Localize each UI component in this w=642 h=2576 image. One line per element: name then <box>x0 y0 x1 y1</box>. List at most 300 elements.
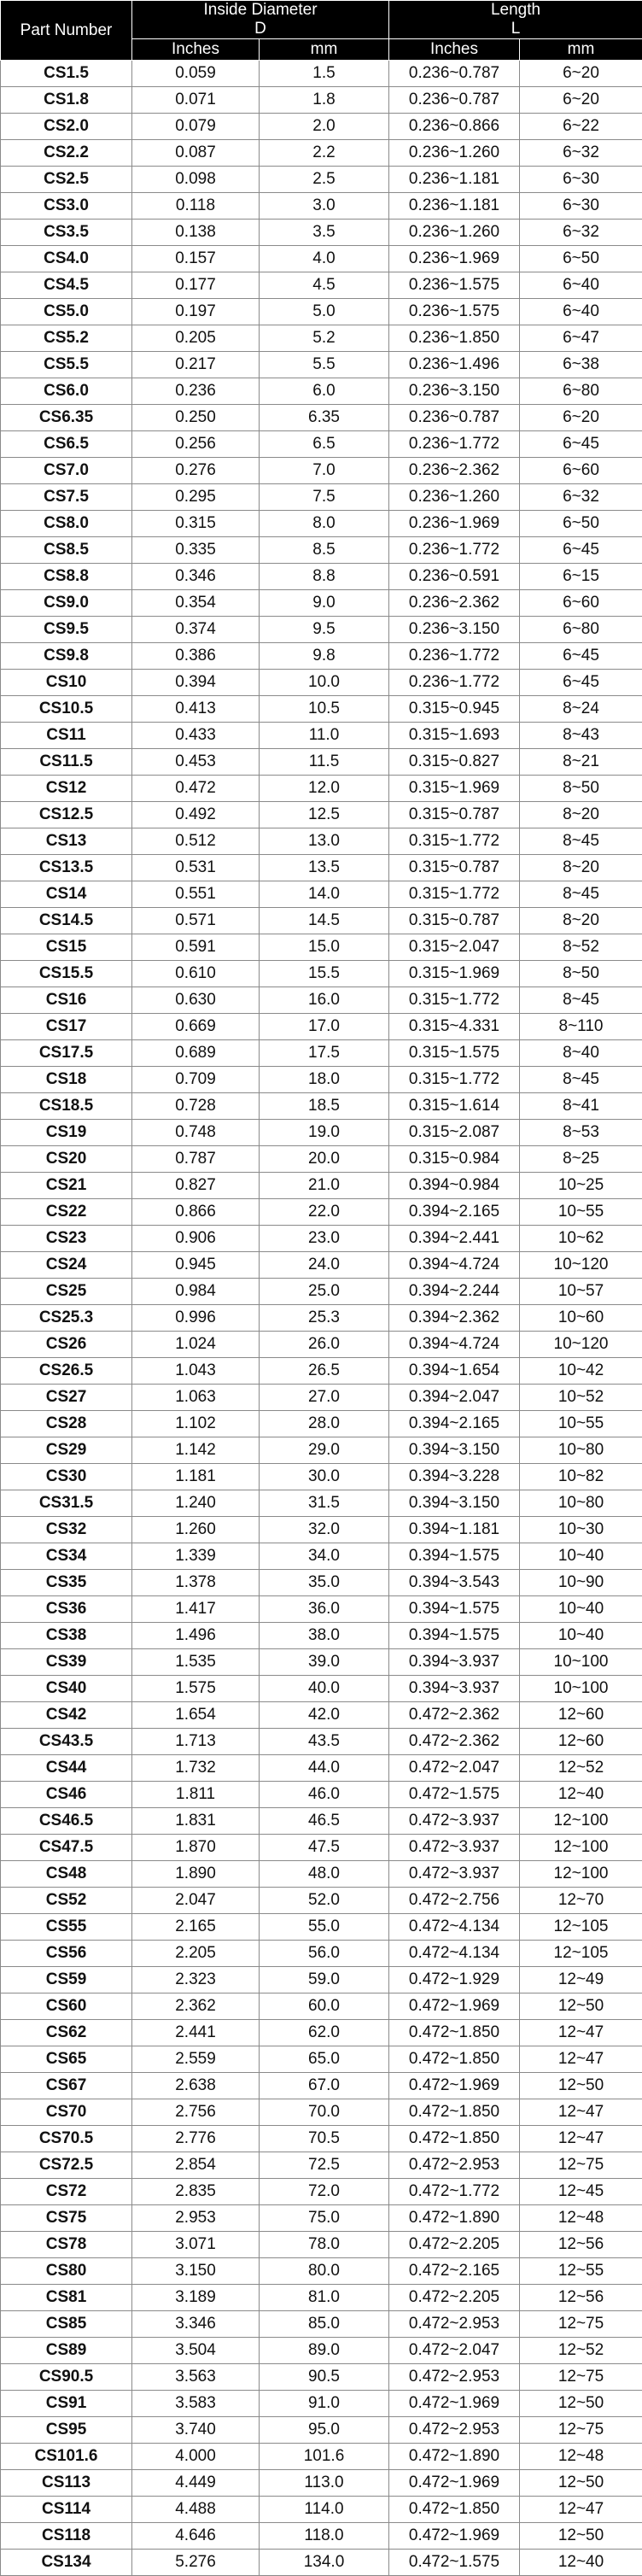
diameter-mm-cell: 2.5 <box>260 167 389 193</box>
length-inches-cell: 0.394~1.181 <box>389 1517 520 1543</box>
diameter-mm-cell: 21.0 <box>260 1173 389 1199</box>
part-number-cell: CS118 <box>1 2523 132 2550</box>
part-number-cell: CS9.5 <box>1 617 132 643</box>
diameter-inches-cell: 0.610 <box>132 961 260 987</box>
diameter-mm-cell: 43.5 <box>260 1729 389 1755</box>
table-row <box>1 1967 642 1993</box>
length-inches-cell: 0.236~1.772 <box>389 431 520 458</box>
length-inches-cell: 0.236~1.969 <box>389 246 520 272</box>
diameter-mm-cell: 72.0 <box>260 2179 389 2205</box>
length-mm-cell: 12~48 <box>520 2444 642 2470</box>
length-mm-cell: 10~55 <box>520 1411 642 1437</box>
part-number-cell: CS9.8 <box>1 643 132 670</box>
length-inches-cell: 0.472~1.575 <box>389 1782 520 1808</box>
part-number-cell: CS35 <box>1 1570 132 1596</box>
part-number-cell: CS113 <box>1 2470 132 2497</box>
length-mm-cell: 6~38 <box>520 352 642 378</box>
diameter-inches-cell: 0.945 <box>132 1252 260 1279</box>
diameter-mm-cell: 40.0 <box>260 1676 389 1702</box>
diameter-inches-cell: 0.630 <box>132 987 260 1014</box>
table-row <box>1 2550 642 2576</box>
diameter-mm-cell: 12.5 <box>260 802 389 828</box>
length-inches-cell: 0.236~3.150 <box>389 378 520 405</box>
length-mm-cell: 12~100 <box>520 1861 642 1888</box>
table-row <box>1 590 642 617</box>
part-number-cell: CS8.5 <box>1 537 132 564</box>
diameter-mm-cell: 28.0 <box>260 1411 389 1437</box>
diameter-inches-cell: 1.496 <box>132 1623 260 1649</box>
length-inches-cell: 0.315~0.787 <box>389 802 520 828</box>
table-row <box>1 1067 642 1093</box>
part-number-cell: CS10.5 <box>1 696 132 723</box>
length-mm-cell: 12~100 <box>520 1835 642 1861</box>
part-number-cell: CS3.5 <box>1 220 132 246</box>
part-number-cell: CS6.5 <box>1 431 132 458</box>
diameter-mm-cell: 29.0 <box>260 1437 389 1464</box>
diameter-inches-cell: 2.756 <box>132 2099 260 2126</box>
table-row <box>1 378 642 405</box>
part-number-cell: CS52 <box>1 1888 132 1914</box>
length-mm-cell: 12~105 <box>520 1941 642 1967</box>
length-mm-cell: 12~50 <box>520 2391 642 2417</box>
diameter-mm-cell: 78.0 <box>260 2232 389 2258</box>
length-mm-cell: 10~42 <box>520 1358 642 1385</box>
diameter-mm-cell: 9.8 <box>260 643 389 670</box>
part-number-cell: CS22 <box>1 1199 132 1226</box>
length-inches-cell: 0.394~1.575 <box>389 1596 520 1623</box>
diameter-mm-cell: 5.0 <box>260 299 389 325</box>
diameter-inches-cell: 0.256 <box>132 431 260 458</box>
table-row <box>1 2232 642 2258</box>
diameter-mm-cell: 44.0 <box>260 1755 389 1782</box>
length-mm-cell: 12~50 <box>520 2073 642 2099</box>
length-inches-cell: 0.236~1.181 <box>389 167 520 193</box>
diameter-mm-cell: 12.0 <box>260 776 389 802</box>
table-row <box>1 2152 642 2179</box>
table-row <box>1 2179 642 2205</box>
part-number-cell: CS72.5 <box>1 2152 132 2179</box>
part-number-cell: CS70.5 <box>1 2126 132 2152</box>
length-inches-cell: 0.472~3.937 <box>389 1808 520 1835</box>
diameter-mm-cell: 11.5 <box>260 749 389 776</box>
part-number-cell: CS1.5 <box>1 61 132 87</box>
part-number-cell: CS7.5 <box>1 484 132 511</box>
diameter-inches-cell: 0.827 <box>132 1173 260 1199</box>
length-inches-cell: 0.394~2.047 <box>389 1385 520 1411</box>
length-inches-cell: 0.315~1.969 <box>389 776 520 802</box>
length-inches-cell: 0.315~1.969 <box>389 961 520 987</box>
length-mm-cell: 8~45 <box>520 881 642 908</box>
diameter-inches-cell: 0.669 <box>132 1014 260 1040</box>
length-mm-cell: 8~24 <box>520 696 642 723</box>
diameter-inches-cell: 3.740 <box>132 2417 260 2444</box>
table-row <box>1 908 642 934</box>
diameter-mm-cell: 95.0 <box>260 2417 389 2444</box>
diameter-inches-cell: 0.413 <box>132 696 260 723</box>
diameter-inches-cell: 0.087 <box>132 140 260 167</box>
length-mm-cell: 12~55 <box>520 2258 642 2285</box>
part-number-cell: CS29 <box>1 1437 132 1464</box>
table-row <box>1 1570 642 1596</box>
diameter-inches-cell: 0.472 <box>132 776 260 802</box>
length-mm-cell: 6~30 <box>520 193 642 220</box>
part-number-cell: CS67 <box>1 2073 132 2099</box>
diameter-mm-cell: 85.0 <box>260 2311 389 2338</box>
length-mm-header: mm <box>520 39 642 61</box>
diameter-mm-cell: 16.0 <box>260 987 389 1014</box>
length-mm-cell: 10~82 <box>520 1464 642 1490</box>
length-mm-cell: 10~100 <box>520 1676 642 1702</box>
diameter-inches-cell: 1.417 <box>132 1596 260 1623</box>
diameter-inches-cell: 1.535 <box>132 1649 260 1676</box>
length-mm-cell: 6~30 <box>520 167 642 193</box>
table-row <box>1 1252 642 1279</box>
part-number-cell: CS30 <box>1 1464 132 1490</box>
part-number-cell: CS17 <box>1 1014 132 1040</box>
diameter-mm-cell: 2.0 <box>260 114 389 140</box>
length-mm-cell: 12~75 <box>520 2311 642 2338</box>
table-row <box>1 2258 642 2285</box>
part-number-cell: CS85 <box>1 2311 132 2338</box>
part-number-header: Part Number <box>1 1 132 61</box>
diameter-inches-cell: 0.689 <box>132 1040 260 1067</box>
part-number-cell: CS8.0 <box>1 511 132 537</box>
part-number-cell: CS1.8 <box>1 87 132 114</box>
diameter-inches-cell: 2.953 <box>132 2205 260 2232</box>
table-row <box>1 1782 642 1808</box>
diameter-inches-cell: 1.831 <box>132 1808 260 1835</box>
length-inches-cell: 0.236~2.362 <box>389 590 520 617</box>
part-number-cell: CS3.0 <box>1 193 132 220</box>
table-row <box>1 1385 642 1411</box>
diameter-mm-cell: 1.5 <box>260 61 389 87</box>
diameter-mm-cell: 35.0 <box>260 1570 389 1596</box>
length-mm-cell: 6~32 <box>520 220 642 246</box>
diameter-mm-cell: 22.0 <box>260 1199 389 1226</box>
diameter-inches-cell: 0.591 <box>132 934 260 961</box>
inside-diameter-title: Inside Diameter <box>132 1 388 20</box>
length-inches-cell: 0.472~2.953 <box>389 2311 520 2338</box>
table-row <box>1 2205 642 2232</box>
length-mm-cell: 8~110 <box>520 1014 642 1040</box>
part-number-cell: CS70 <box>1 2099 132 2126</box>
table-row <box>1 2338 642 2364</box>
length-mm-cell: 8~41 <box>520 1093 642 1120</box>
part-number-cell: CS28 <box>1 1411 132 1437</box>
diameter-inches-cell: 0.079 <box>132 114 260 140</box>
diameter-inches-cell: 3.583 <box>132 2391 260 2417</box>
diameter-mm-cell: 8.0 <box>260 511 389 537</box>
table-row <box>1 1490 642 1517</box>
diameter-mm-cell: 13.5 <box>260 855 389 881</box>
diameter-inches-cell: 1.890 <box>132 1861 260 1888</box>
length-inches-cell: 0.236~1.575 <box>389 272 520 299</box>
length-mm-cell: 8~53 <box>520 1120 642 1146</box>
length-inches-cell: 0.472~2.953 <box>389 2417 520 2444</box>
length-mm-cell: 12~47 <box>520 2497 642 2523</box>
diameter-mm-cell: 114.0 <box>260 2497 389 2523</box>
length-inches-header: Inches <box>389 39 520 61</box>
diameter-inches-cell: 0.205 <box>132 325 260 352</box>
table-row <box>1 1755 642 1782</box>
diameter-mm-cell: 5.2 <box>260 325 389 352</box>
table-row <box>1 1543 642 1570</box>
diameter-inches-cell: 0.059 <box>132 61 260 87</box>
length-inches-cell: 0.472~1.929 <box>389 1967 520 1993</box>
diameter-mm-cell: 70.0 <box>260 2099 389 2126</box>
diameter-inches-cell: 1.181 <box>132 1464 260 1490</box>
table-row <box>1 1173 642 1199</box>
diameter-mm-cell: 14.5 <box>260 908 389 934</box>
length-mm-cell: 10~40 <box>520 1543 642 1570</box>
length-mm-cell: 6~40 <box>520 272 642 299</box>
diameter-inches-cell: 1.575 <box>132 1676 260 1702</box>
diameter-inches-cell: 0.098 <box>132 167 260 193</box>
length-inches-cell: 0.394~4.724 <box>389 1332 520 1358</box>
length-inches-cell: 0.472~1.772 <box>389 2179 520 2205</box>
length-inches-cell: 0.394~2.244 <box>389 1279 520 1305</box>
diameter-mm-cell: 17.5 <box>260 1040 389 1067</box>
table-row <box>1 2497 642 2523</box>
table-row <box>1 1649 642 1676</box>
length-mm-cell: 6~32 <box>520 484 642 511</box>
table-row <box>1 2046 642 2073</box>
length-inches-cell: 0.236~0.787 <box>389 61 520 87</box>
length-mm-cell: 6~32 <box>520 140 642 167</box>
length-mm-cell: 6~45 <box>520 643 642 670</box>
length-inches-cell: 0.472~1.969 <box>389 1993 520 2020</box>
diameter-mm-cell: 59.0 <box>260 1967 389 1993</box>
length-inches-cell: 0.472~2.362 <box>389 1702 520 1729</box>
diameter-mm-cell: 26.0 <box>260 1332 389 1358</box>
table-row <box>1 537 642 564</box>
table-row <box>1 1464 642 1490</box>
diameter-mm-cell: 3.5 <box>260 220 389 246</box>
table-row <box>1 1437 642 1464</box>
length-inches-cell: 0.315~2.047 <box>389 934 520 961</box>
table-row <box>1 140 642 167</box>
table-row <box>1 299 642 325</box>
length-mm-cell: 8~20 <box>520 855 642 881</box>
diameter-inches-cell: 2.323 <box>132 1967 260 1993</box>
diameter-mm-cell: 8.5 <box>260 537 389 564</box>
diameter-mm-cell: 134.0 <box>260 2550 389 2576</box>
length-inches-cell: 0.315~0.945 <box>389 696 520 723</box>
diameter-inches-cell: 0.374 <box>132 617 260 643</box>
length-inches-cell: 0.394~2.441 <box>389 1226 520 1252</box>
length-mm-cell: 8~52 <box>520 934 642 961</box>
length-mm-cell: 8~25 <box>520 1146 642 1173</box>
length-mm-cell: 10~100 <box>520 1649 642 1676</box>
part-number-cell: CS17.5 <box>1 1040 132 1067</box>
table-row <box>1 1146 642 1173</box>
diameter-mm-cell: 11.0 <box>260 723 389 749</box>
table-row <box>1 1411 642 1437</box>
part-number-cell: CS4.0 <box>1 246 132 272</box>
diameter-inches-cell: 0.571 <box>132 908 260 934</box>
diameter-mm-cell: 25.3 <box>260 1305 389 1332</box>
table-row <box>1 2020 642 2046</box>
diameter-mm-cell: 19.0 <box>260 1120 389 1146</box>
diameter-mm-cell: 65.0 <box>260 2046 389 2073</box>
length-mm-cell: 12~100 <box>520 1808 642 1835</box>
length-inches-cell: 0.472~1.850 <box>389 2020 520 2046</box>
length-mm-cell: 10~40 <box>520 1623 642 1649</box>
table-row <box>1 2391 642 2417</box>
diameter-inches-cell: 0.866 <box>132 1199 260 1226</box>
diameter-inches-cell: 0.354 <box>132 590 260 617</box>
part-number-cell: CS10 <box>1 670 132 696</box>
length-inches-cell: 0.394~3.150 <box>389 1490 520 1517</box>
length-mm-cell: 8~20 <box>520 908 642 934</box>
diameter-inches-cell: 0.177 <box>132 272 260 299</box>
length-mm-cell: 6~45 <box>520 431 642 458</box>
length-inches-cell: 0.394~2.362 <box>389 1305 520 1332</box>
diameter-inches-cell: 4.488 <box>132 2497 260 2523</box>
diameter-mm-cell: 118.0 <box>260 2523 389 2550</box>
diameter-inches-cell: 2.362 <box>132 1993 260 2020</box>
part-number-cell: CS40 <box>1 1676 132 1702</box>
part-number-cell: CS5.2 <box>1 325 132 352</box>
part-number-cell: CS89 <box>1 2338 132 2364</box>
table-row <box>1 1358 642 1385</box>
length-inches-cell: 0.472~3.937 <box>389 1861 520 1888</box>
diameter-inches-cell: 1.713 <box>132 1729 260 1755</box>
diameter-inches-cell: 4.646 <box>132 2523 260 2550</box>
diameter-mm-cell: 2.2 <box>260 140 389 167</box>
part-number-cell: CS11.5 <box>1 749 132 776</box>
length-mm-cell: 6~50 <box>520 511 642 537</box>
length-inches-cell: 0.236~1.181 <box>389 193 520 220</box>
length-inches-cell: 0.315~1.693 <box>389 723 520 749</box>
part-number-cell: CS13 <box>1 828 132 855</box>
table-body <box>1 61 642 2576</box>
length-inches-cell: 0.472~2.205 <box>389 2285 520 2311</box>
length-inches-cell: 0.236~1.260 <box>389 140 520 167</box>
length-mm-cell: 12~75 <box>520 2417 642 2444</box>
length-inches-cell: 0.315~4.331 <box>389 1014 520 1040</box>
length-inches-cell: 0.315~1.614 <box>389 1093 520 1120</box>
table-row <box>1 1861 642 1888</box>
diameter-mm-cell: 6.35 <box>260 405 389 431</box>
length-mm-cell: 12~50 <box>520 2470 642 2497</box>
diameter-mm-cell: 15.5 <box>260 961 389 987</box>
diameter-inches-cell: 0.386 <box>132 643 260 670</box>
length-inches-cell: 0.236~1.575 <box>389 299 520 325</box>
part-number-cell: CS12.5 <box>1 802 132 828</box>
length-inches-cell: 0.394~2.165 <box>389 1199 520 1226</box>
length-mm-cell: 8~43 <box>520 723 642 749</box>
diameter-inches-cell: 0.984 <box>132 1279 260 1305</box>
length-inches-cell: 0.236~1.260 <box>389 220 520 246</box>
diameter-inches-cell: 0.728 <box>132 1093 260 1120</box>
length-mm-cell: 8~20 <box>520 802 642 828</box>
diameter-mm-cell: 48.0 <box>260 1861 389 1888</box>
diameter-inches-cell: 1.240 <box>132 1490 260 1517</box>
table-row <box>1 1596 642 1623</box>
table-row <box>1 405 642 431</box>
length-mm-cell: 8~50 <box>520 961 642 987</box>
part-number-cell: CS2.0 <box>1 114 132 140</box>
length-inches-cell: 0.394~2.165 <box>389 1411 520 1437</box>
part-number-cell: CS59 <box>1 1967 132 1993</box>
length-inches-cell: 0.394~0.984 <box>389 1173 520 1199</box>
diameter-mm-cell: 52.0 <box>260 1888 389 1914</box>
length-inches-cell: 0.472~1.969 <box>389 2073 520 2099</box>
part-number-cell: CS55 <box>1 1914 132 1941</box>
diameter-mm-cell: 23.0 <box>260 1226 389 1252</box>
diameter-inches-cell: 0.748 <box>132 1120 260 1146</box>
table-row <box>1 1676 642 1702</box>
table-row <box>1 1808 642 1835</box>
diameter-mm-cell: 47.5 <box>260 1835 389 1861</box>
length-inches-cell: 0.394~3.150 <box>389 1437 520 1464</box>
length-inches-cell: 0.236~1.969 <box>389 511 520 537</box>
table-row <box>1 670 642 696</box>
diameter-inches-cell: 3.346 <box>132 2311 260 2338</box>
diameter-mm-cell: 30.0 <box>260 1464 389 1490</box>
part-number-cell: CS21 <box>1 1173 132 1199</box>
table-row <box>1 1040 642 1067</box>
diameter-inches-cell: 0.315 <box>132 511 260 537</box>
diameter-mm-cell: 56.0 <box>260 1941 389 1967</box>
length-inches-cell: 0.315~0.984 <box>389 1146 520 1173</box>
length-mm-cell: 12~40 <box>520 2550 642 2576</box>
diameter-inches-cell: 2.835 <box>132 2179 260 2205</box>
diameter-inches-cell: 1.732 <box>132 1755 260 1782</box>
length-mm-cell: 8~45 <box>520 828 642 855</box>
part-number-cell: CS26.5 <box>1 1358 132 1385</box>
part-number-cell: CS9.0 <box>1 590 132 617</box>
length-inches-cell: 0.472~2.205 <box>389 2232 520 2258</box>
part-number-cell: CS6.35 <box>1 405 132 431</box>
part-number-cell: CS46.5 <box>1 1808 132 1835</box>
diameter-inches-cell: 0.492 <box>132 802 260 828</box>
length-mm-cell: 12~50 <box>520 1993 642 2020</box>
table-row <box>1 1941 642 1967</box>
diameter-inches-cell: 0.138 <box>132 220 260 246</box>
part-number-cell: CS44 <box>1 1755 132 1782</box>
diameter-inches-cell: 0.996 <box>132 1305 260 1332</box>
table-row <box>1 246 642 272</box>
diameter-inches-cell: 2.776 <box>132 2126 260 2152</box>
diameter-mm-cell: 24.0 <box>260 1252 389 1279</box>
table-row <box>1 1093 642 1120</box>
part-number-cell: CS62 <box>1 2020 132 2046</box>
diameter-mm-cell: 90.5 <box>260 2364 389 2391</box>
table-row <box>1 617 642 643</box>
diameter-mm-cell: 42.0 <box>260 1702 389 1729</box>
diameter-inches-cell: 3.150 <box>132 2258 260 2285</box>
length-mm-cell: 6~45 <box>520 537 642 564</box>
length-mm-cell: 10~40 <box>520 1596 642 1623</box>
diameter-inches-cell: 1.024 <box>132 1332 260 1358</box>
length-mm-cell: 12~52 <box>520 1755 642 1782</box>
diameter-inches-cell: 2.205 <box>132 1941 260 1967</box>
diameter-mm-cell: 18.0 <box>260 1067 389 1093</box>
length-inches-cell: 0.472~4.134 <box>389 1914 520 1941</box>
table-row <box>1 855 642 881</box>
length-mm-cell: 6~45 <box>520 670 642 696</box>
table-row <box>1 802 642 828</box>
table-row <box>1 1702 642 1729</box>
table-row <box>1 431 642 458</box>
table-row <box>1 61 642 87</box>
diameter-mm-cell: 27.0 <box>260 1385 389 1411</box>
length-mm-cell: 8~45 <box>520 987 642 1014</box>
part-number-cell: CS42 <box>1 1702 132 1729</box>
diameter-mm-cell: 32.0 <box>260 1517 389 1543</box>
